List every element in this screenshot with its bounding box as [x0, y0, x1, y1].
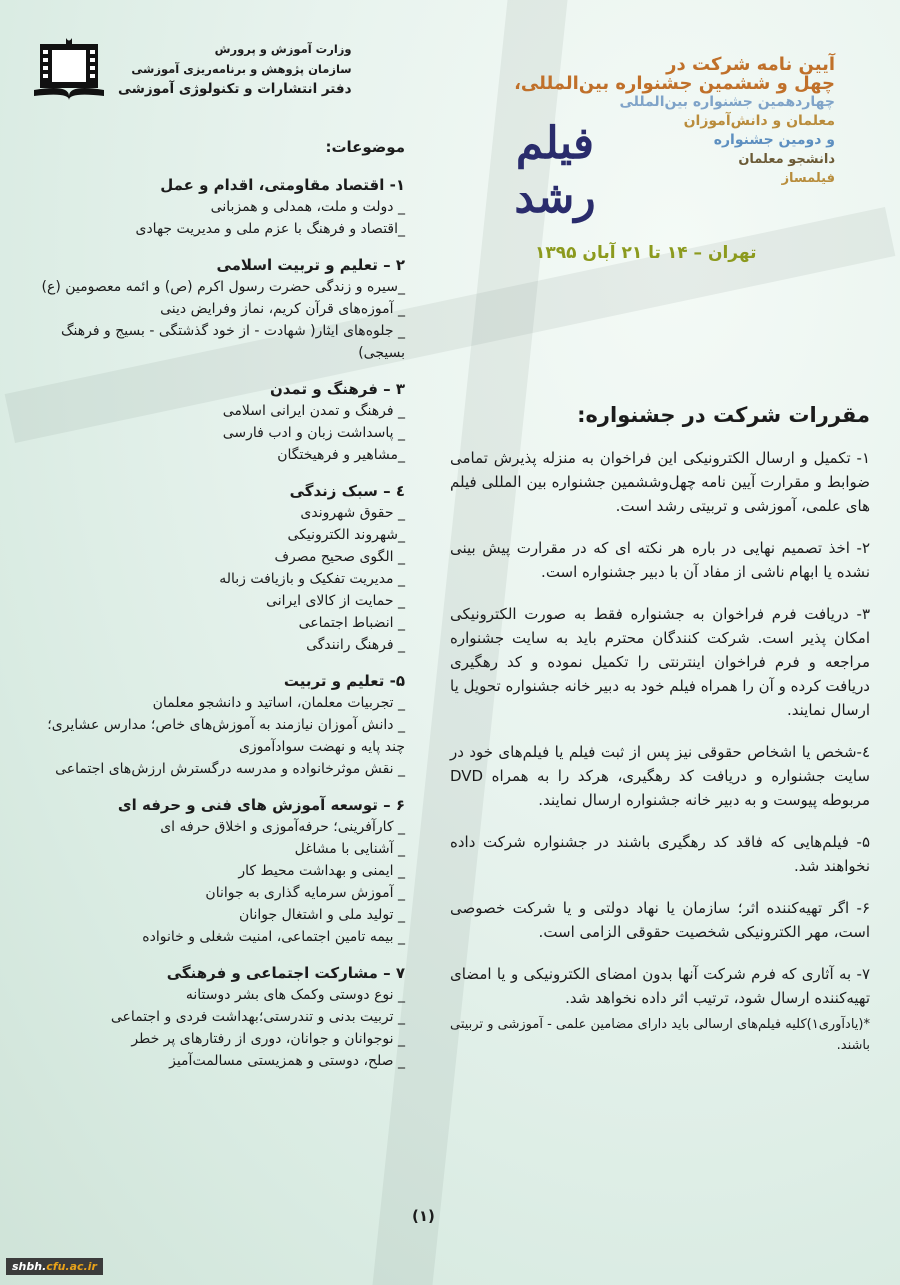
festival-date: تهران – ۱۴ تا ۲۱ آبان ۱۳۹۵	[535, 243, 757, 263]
topic-item: _ نوع دوستی وکمک های بشر دوستانه	[185, 987, 405, 1003]
topic-section-title: ٤ – سبک زندگی	[289, 482, 405, 500]
site-text: shbh.	[12, 1260, 47, 1273]
topic-item: _ تولید ملی و اشتغال جوانان	[238, 907, 405, 923]
site-domain: cfu.ac.ir	[46, 1260, 97, 1273]
topic-section	[30, 962, 405, 1072]
page-number: (۱)	[412, 1207, 435, 1225]
topic-section-title: ۶ – توسعه آموزش های فنی و حرفه ای	[117, 796, 405, 814]
topic-section-title: ۲ – تعلیم و تربیت اسلامی	[216, 256, 405, 274]
topic-item: _ آشنایی با مشاغل	[294, 841, 405, 857]
topic-item: _ پاسداشت زبان و ادب فارسی	[222, 425, 405, 441]
topic-section	[30, 378, 405, 466]
rule-item: ۷- به آثاری که فرم شرکت آنها بدون امضای الکترونیکی و یا امضای تهیه‌کننده ارسال شود، ترتیب اثر داده نخواهد شد.	[450, 965, 870, 1007]
rules-note: *(یادآوری۱)کلیه فیلم‌های ارسالی باید دارای مضامین علمی - آموزشی و تربیتی باشند.	[450, 1017, 870, 1053]
topic-section-title: ۱- اقتصاد مقاومتی، اقدام و عمل	[160, 176, 405, 194]
poster-title-line: و دومین جشنواره	[713, 132, 835, 148]
ministry-logo	[30, 36, 108, 102]
topic-item: _ جلوه‌های ایثار( شهادت - از خود گذشتگی - بسیج و فرهنگ بسیجی)	[61, 323, 405, 361]
poster-title-line: آیین نامه شرکت در	[666, 54, 835, 75]
poster-title-line: چهل و ششمین جشنواره بین‌المللی،	[514, 73, 835, 94]
poster-title-line: چهاردهمین جشنواره بین‌المللی	[619, 94, 835, 110]
website-badge[interactable]	[6, 1258, 103, 1275]
topic-item: _شهروند الکترونیکی	[287, 527, 405, 543]
rule-item: ٤-شخص یا اشخاص حقوقی نیز پس از ثبت فیلم یا فیلم‌های خود در سایت جشنواره و دریافت کد رهگیری، هرکد را به همراه DVD مربوطه پیوست و به دبیر خانه جشنواره ارسال نمایند.	[450, 743, 870, 809]
rule-item: ۲- اخذ تصمیم نهایی در باره هر نکته ای که در مقرارت پیش بینی نشده یا ابهام ناشی از مفاد آن با دبیر جشنواره است.	[450, 539, 870, 581]
topic-item: _ ایمنی و بهداشت محیط کار	[238, 863, 405, 879]
poster-title	[514, 55, 835, 188]
topic-item: _اقتصاد و فرهنگ با عزم ملی و مدیریت جهادی	[135, 221, 405, 237]
rules-list	[450, 446, 870, 1010]
topic-item: _ آموزه‌های قرآن کریم، نماز وفرایض دینی	[160, 301, 405, 317]
topics-column	[30, 136, 405, 1086]
poster-title-line: فیلمساز	[781, 171, 835, 186]
topic-item: _ نوجوانان و جوانان، دوری از رفتارهای پر خطر	[131, 1031, 405, 1047]
topic-item: _مشاهیر و فرهیختگان	[277, 447, 405, 463]
topic-item: _ صلح، دوستی و همزیستی مسالمت‌آمیز	[169, 1053, 405, 1069]
poster-title-line: دانشجو معلمان	[738, 152, 835, 167]
topic-section	[30, 794, 405, 948]
topic-item: _ دانش آموزان نیازمند به آموزش‌های خاص؛ مدارس عشایری؛ چند پایه و نهضت سوادآموزی	[47, 717, 405, 755]
org-line: سازمان پژوهش و برنامه‌ریزی آموزشی	[131, 62, 352, 76]
rules-title: مقررات شرکت در جشنواره:	[577, 403, 870, 427]
topic-section-title: ۳ – فرهنگ و تمدن	[269, 380, 405, 398]
topic-item: _ الگوی صحیح مصرف	[274, 549, 405, 565]
topic-section	[30, 670, 405, 780]
topic-section	[30, 174, 405, 240]
rule-item: ۶- اگر تهیه‌کننده اثر؛ سازمان یا نهاد دولتی و یا شرکت خصوصی است، مهر الکترونیکی شخصیت حقوقی الزامی است.	[450, 899, 870, 941]
topic-item: _ دولت و ملت، همدلی و همزبانی	[210, 199, 405, 215]
topic-item: _ تجربیات معلمان، اساتید و دانشجو معلمان	[152, 695, 405, 711]
rule-item: ۵- فیلم‌هایی که فاقد کد رهگیری باشند در جشنواره شرکت داده نخواهند شد.	[450, 833, 870, 875]
topic-item: _ حمایت از کالای ایرانی	[266, 593, 405, 609]
topic-item: _سیره و زندگی حضرت رسول اکرم (ص) و ائمه معصومین (ع)	[41, 279, 405, 295]
topic-section-title: ۵- تعلیم و تربیت	[283, 672, 405, 690]
topic-item: _ آموزش سرمایه گذاری به جوانان	[205, 885, 405, 901]
poster-title-line: معلمان و دانش‌آموزان	[683, 113, 835, 129]
topic-item: _ مدیریت تفکیک و بازیافت زباله	[219, 571, 405, 587]
roshd-film-logo: فیلم رشد	[514, 118, 596, 223]
topic-item: _ تربیت بدنی و تندرستی؛بهداشت فردی و اجتماعی	[110, 1009, 405, 1025]
rule-item: ۳- دریافت فرم فراخوان به جشنواره فقط به صورت الکترونیکی امکان پذیر است. شرکت کنندگان محترم باید به سایت جشنواره مراجعه و فرم فراخوان اینترنتی را تکمیل نموده و کد رهگیری دریافت کرده و آن را همراه فیلم خود به دبیر خانه جشنواره تحویل یا ارسال نمایند.	[450, 605, 870, 719]
organization-header	[30, 36, 352, 102]
topic-item: _ حقوق شهروندی	[300, 505, 405, 521]
topic-item: _ انضباط اجتماعی	[298, 615, 405, 631]
topic-sections	[30, 174, 405, 1072]
topics-title: موضوعات:	[325, 138, 405, 156]
topic-item: _ نقش موثرخانواده و مدرسه درگسترش ارزش‌های اجتماعی	[55, 761, 405, 777]
festival-poster	[495, 55, 835, 270]
topic-item: _ فرهنگ رانندگی	[306, 637, 405, 653]
org-line: دفتر انتشارات و تکنولوژی آموزشی	[118, 81, 352, 97]
rule-item: ۱- تکمیل و ارسال الکترونیکی این فراخوان به منزله پذیرش تمامی ضوابط و مقرارت آیین نامه چهل‌و‌ششمین جشنواره بین المللی فیلم های علمی، آموزشی و تربیتی رشد است.	[450, 449, 870, 515]
organization-lines	[118, 39, 352, 99]
topic-item: _ فرهنگ و تمدن ایرانی اسلامی	[222, 403, 405, 419]
topic-item: _ بیمه تامین اجتماعی، امنیت شغلی و خانواده	[142, 929, 405, 945]
topic-item: _ کارآفرینی؛ حرفه‌آموزی و اخلاق حرفه ای	[160, 819, 405, 835]
org-line: وزارت آموزش و پرورش	[214, 42, 352, 56]
topic-section	[30, 480, 405, 656]
topic-section-title: ۷ – مشارکت اجتماعی و فرهنگی	[166, 964, 405, 982]
rules-column	[450, 404, 870, 1056]
topic-section	[30, 254, 405, 364]
